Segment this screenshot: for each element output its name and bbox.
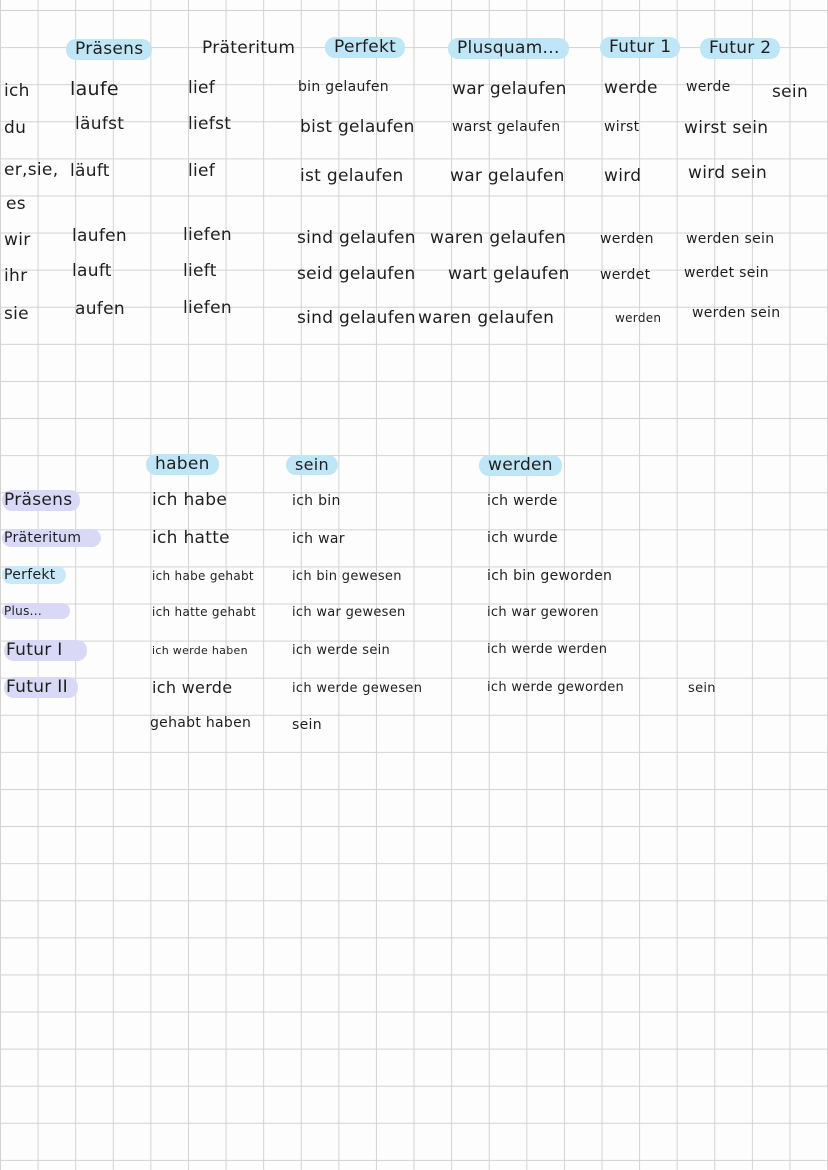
werden-praeteritum: ich wurde bbox=[487, 530, 558, 546]
werden-futur2: ich werde geworden bbox=[487, 680, 625, 695]
praeteritum-ich: lief bbox=[188, 78, 216, 98]
sein-plusquam: ich war gewesen bbox=[292, 605, 406, 620]
praesens-ich: laufe bbox=[70, 78, 119, 100]
perfekt-er: ist gelaufen bbox=[300, 166, 404, 186]
pronoun-ihr: ihr bbox=[4, 266, 28, 286]
futur1-ich: werde bbox=[604, 78, 658, 98]
futur1-wir: werden bbox=[600, 231, 654, 247]
perfekt-ihr: seid gelaufen bbox=[297, 264, 416, 284]
plusquam-er: war gelaufen bbox=[450, 166, 565, 186]
praesens-wir: laufen bbox=[72, 226, 127, 246]
haben-praeteritum: ich hatte bbox=[152, 528, 230, 548]
perfekt-du: bist gelaufen bbox=[300, 117, 415, 137]
header-praesens: Präsens bbox=[66, 39, 152, 60]
header-perfekt: Perfekt bbox=[325, 37, 405, 58]
futur1-du: wirst bbox=[604, 119, 640, 135]
werden-futur2-sein: sein bbox=[688, 681, 716, 696]
pronoun-ich: ich bbox=[4, 81, 30, 101]
sein-futur1: ich werde sein bbox=[292, 643, 391, 658]
header-plusquam: Plusquam... bbox=[448, 38, 569, 59]
haben-praesens: ich habe bbox=[152, 490, 228, 510]
futur2-du: wirst sein bbox=[684, 118, 769, 138]
header-futur2: Futur 2 bbox=[700, 38, 780, 59]
plusquam-ihr: wart gelaufen bbox=[448, 264, 570, 284]
header-sein: sein bbox=[286, 455, 338, 475]
werden-praesens: ich werde bbox=[487, 493, 558, 509]
praeteritum-du: liefst bbox=[188, 114, 232, 134]
praeteritum-ihr: lieft bbox=[183, 261, 217, 281]
pronoun-es: es bbox=[6, 194, 26, 214]
tense-perfekt: Perfekt bbox=[2, 566, 66, 584]
futur1-sie: werden bbox=[615, 311, 662, 325]
werden-perfekt: ich bin geworden bbox=[487, 568, 613, 584]
werden-plusquam: ich war geworen bbox=[487, 605, 599, 620]
sein-praesens: ich bin bbox=[292, 493, 341, 509]
sein-futur2-line1: ich werde gewesen bbox=[292, 681, 423, 696]
perfekt-sie: sind gelaufen bbox=[297, 308, 416, 328]
sein-futur2-line2: sein bbox=[292, 717, 322, 733]
futur2-ihr: werdet sein bbox=[684, 265, 769, 281]
plusquam-ich: war gelaufen bbox=[452, 79, 567, 99]
plusquam-wir: waren gelaufen bbox=[430, 228, 567, 248]
praesens-sie: aufen bbox=[75, 299, 125, 319]
haben-futur2-line2: gehabt haben bbox=[150, 715, 252, 731]
werden-futur1: ich werde werden bbox=[487, 642, 608, 657]
haben-plusquam: ich hatte gehabt bbox=[152, 605, 256, 619]
perfekt-ich: bin gelaufen bbox=[298, 79, 389, 95]
header-haben: haben bbox=[146, 454, 219, 475]
haben-perfekt: ich habe gehabt bbox=[152, 569, 254, 583]
praesens-ihr: lauft bbox=[72, 261, 112, 281]
pronoun-er-sie: er,sie, bbox=[4, 160, 59, 180]
plusquam-sie: waren gelaufen bbox=[418, 308, 555, 328]
pronoun-wir: wir bbox=[4, 230, 31, 250]
haben-futur1: ich werde haben bbox=[152, 644, 248, 657]
praesens-du: läufst bbox=[75, 114, 125, 134]
tense-praesens: Präsens bbox=[2, 490, 80, 511]
futur2-ich-werde: werde bbox=[686, 79, 731, 95]
tense-futur2: Futur II bbox=[4, 677, 78, 698]
pronoun-du: du bbox=[4, 118, 27, 138]
header-futur1: Futur 1 bbox=[600, 37, 680, 58]
futur2-er: wird sein bbox=[688, 163, 768, 183]
futur2-ich-sein: sein bbox=[772, 82, 809, 102]
tense-futur1: Futur I bbox=[4, 640, 87, 661]
plusquam-du: warst gelaufen bbox=[452, 119, 561, 135]
futur2-wir: werden sein bbox=[686, 231, 775, 247]
perfekt-wir: sind gelaufen bbox=[297, 228, 416, 248]
praeteritum-er: lief bbox=[188, 161, 216, 181]
praesens-er: läuft bbox=[70, 161, 110, 181]
futur1-er: wird bbox=[604, 166, 642, 186]
sein-praeteritum: ich war bbox=[292, 531, 345, 547]
praeteritum-wir: liefen bbox=[183, 225, 232, 245]
tense-praeteritum: Präteritum bbox=[2, 529, 101, 547]
header-praeteritum: Präteritum bbox=[202, 38, 296, 58]
sein-perfekt: ich bin gewesen bbox=[292, 569, 402, 584]
futur2-sie: werden sein bbox=[692, 305, 781, 321]
tense-plusquam: Plus... bbox=[2, 603, 70, 619]
header-werden: werden bbox=[479, 455, 562, 476]
praeteritum-sie: liefen bbox=[183, 298, 232, 318]
pronoun-sie: sie bbox=[4, 304, 29, 324]
haben-futur2-line1: ich werde bbox=[152, 678, 233, 697]
futur1-ihr: werdet bbox=[600, 267, 651, 283]
